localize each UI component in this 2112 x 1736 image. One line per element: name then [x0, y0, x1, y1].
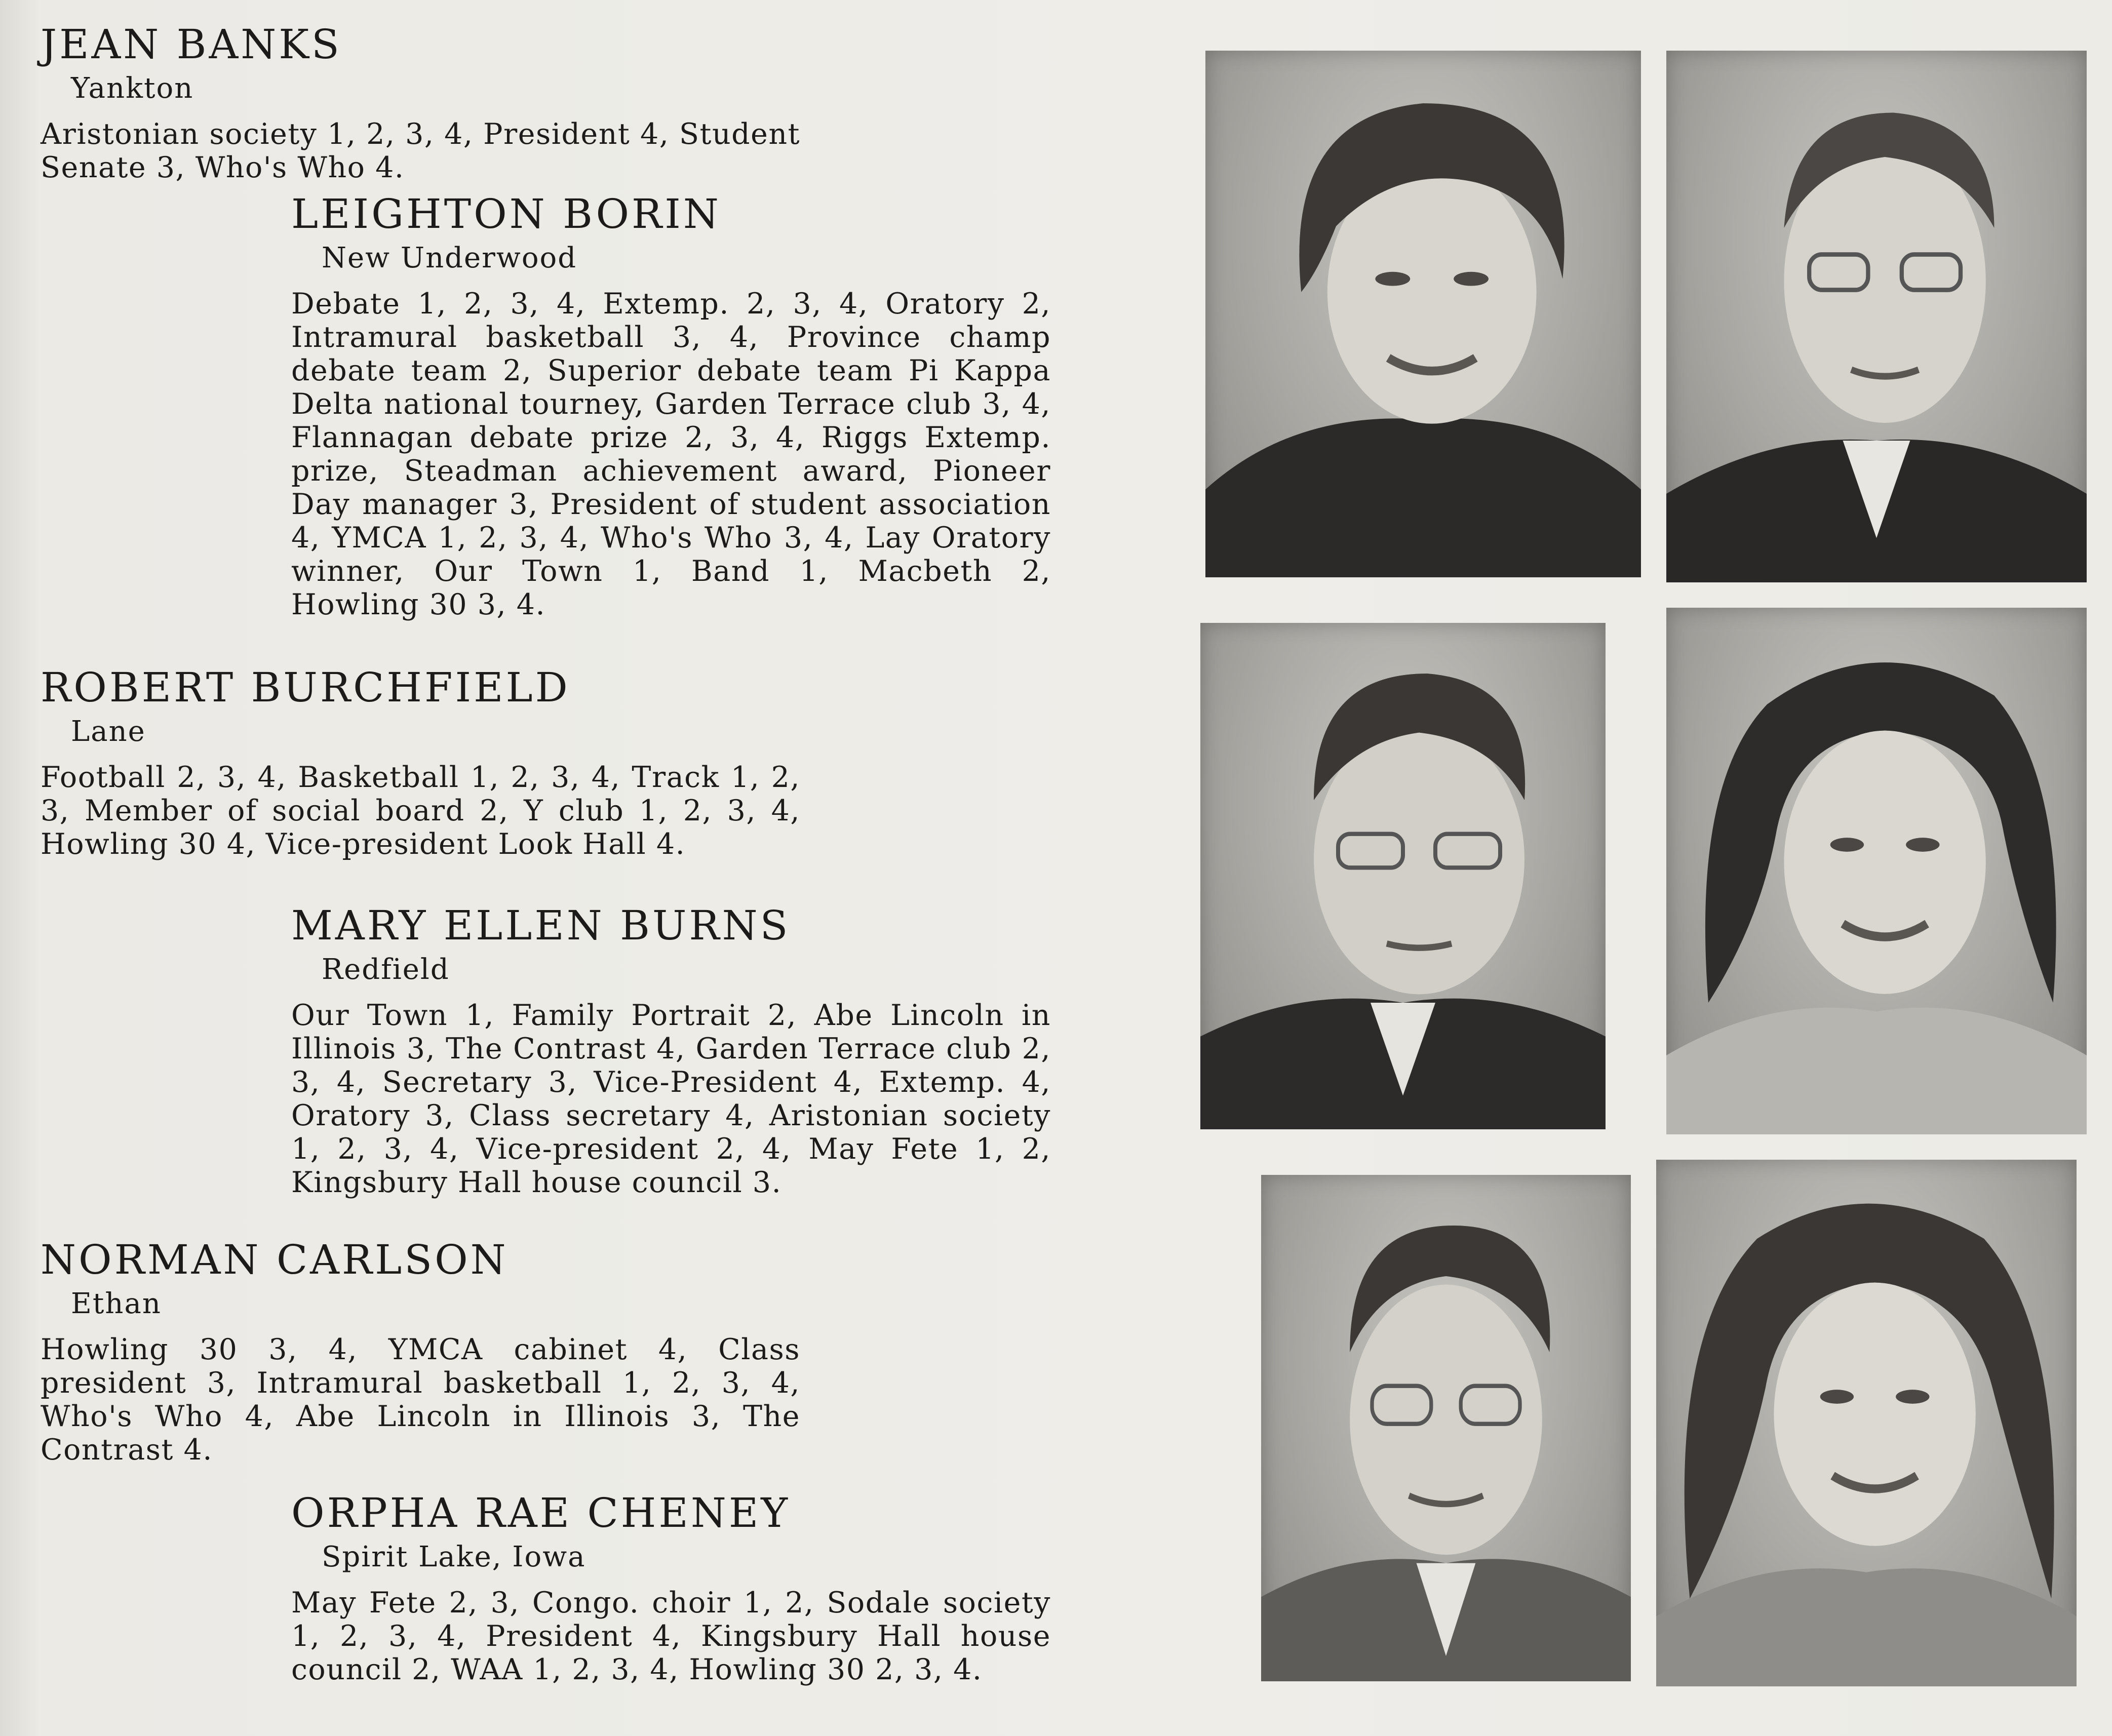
portrait-photo-leighton-borin: [1666, 51, 2087, 582]
student-activities: Debate 1, 2, 3, 4, Extemp. 2, 3, 4, Oratory 2, Intramural basketball 3, 4, Province champ debate team 2, Superior debate team Pi Kappa Delta national tourney, Garden Terrace club 3, 4, Flannagan debate prize 2, 3, 4, Riggs Extemp. prize, Steadman achievement award, Pioneer Day manager 3, President of student association 4, YMCA 1, 2, 3, 4, Who's Who 3, 4, Lay Oratory winner, Our Town 1, Band 1, Macbeth 2, Howling 30 3, 4.: [291, 287, 1051, 621]
student-hometown: Spirit Lake, Iowa: [322, 1541, 586, 1573]
student-activities: Aristonian society 1, 2, 3, 4, President 4, Student Senate 3, Who's Who 4.: [41, 117, 800, 184]
portrait-photo-norman-carlson: [1261, 1175, 1631, 1681]
student-name: MARY ELLEN BURNS: [291, 902, 791, 949]
student-hometown: Ethan: [71, 1287, 162, 1320]
portrait-photo-robert-burchfield: [1200, 623, 1606, 1129]
entry-mary-ellen-burns: [291, 901, 1051, 1199]
student-name: LEIGHTON BORIN: [291, 190, 721, 238]
student-name: JEAN BANKS: [41, 21, 342, 68]
portrait-photo-mary-ellen-burns: [1666, 608, 2087, 1134]
entry-leighton-borin: [291, 190, 1051, 621]
entry-robert-burchfield: [41, 663, 800, 861]
entry-orpha-rae-cheney: [291, 1489, 1051, 1686]
entry-jean-banks: [41, 20, 800, 184]
student-activities: Football 2, 3, 4, Basketball 1, 2, 3, 4, Track 1, 2, 3, Member of social board 2, Y club 1, 2, 3, 4, Howling 30 4, Vice-president Look Hall 4.: [41, 761, 800, 861]
student-activities: Howling 30 3, 4, YMCA cabinet 4, Class president 3, Intramural basketball 1, 2, 3, 4, Who's Who 4, Abe Lincoln in Illinois 3, The Contrast 4.: [41, 1333, 800, 1467]
student-hometown: Redfield: [322, 953, 450, 986]
entry-norman-carlson: [41, 1236, 800, 1467]
student-name: ROBERT BURCHFIELD: [41, 664, 570, 711]
student-hometown: New Underwood: [322, 242, 577, 274]
portrait-photo-orpha-rae-cheney: [1656, 1160, 2077, 1686]
student-activities: Our Town 1, Family Portrait 2, Abe Lincoln in Illinois 3, The Contrast 4, Garden Terrace club 2, 3, 4, Secretary 3, Vice-President 4, Extemp. 4, Oratory 3, Class secretary 4, Aristonian society 1, 2, 3, 4, Vice-president 2, 4, May Fete 1, 2, Kingsbury Hall house council 3.: [291, 999, 1051, 1199]
student-name: NORMAN CARLSON: [41, 1236, 509, 1283]
student-activities: May Fete 2, 3, Congo. choir 1, 2, Sodale society 1, 2, 3, 4, President 4, Kingsbury Hall house council 2, WAA 1, 2, 3, 4, Howling 30 2, 3, 4.: [291, 1586, 1051, 1686]
portrait-photo-jean-banks: [1205, 51, 1641, 577]
student-hometown: Lane: [71, 715, 146, 748]
student-name: ORPHA RAE CHENEY: [291, 1489, 791, 1536]
student-hometown: Yankton: [71, 72, 194, 105]
